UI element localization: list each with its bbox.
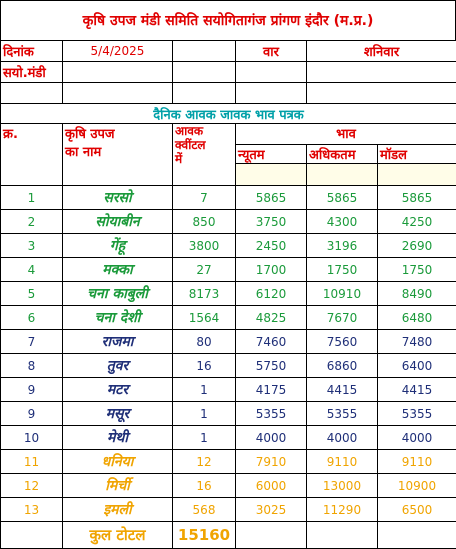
row-min: 5355 xyxy=(236,402,307,426)
table-row xyxy=(1,426,456,450)
row-max: 7670 xyxy=(307,306,378,330)
row-min: 6120 xyxy=(236,282,307,306)
row-sr: 9 xyxy=(1,378,63,402)
row-max: 5865 xyxy=(307,186,378,210)
row-sr: 6 xyxy=(1,306,63,330)
row-modal: 4250 xyxy=(378,210,456,234)
blank-cell xyxy=(378,164,456,186)
blank-cell xyxy=(173,41,236,62)
blank-cell xyxy=(1,83,63,104)
row-min: 1700 xyxy=(236,258,307,282)
row-modal: 6480 xyxy=(378,306,456,330)
blank-cell xyxy=(63,62,173,83)
row-max: 13000 xyxy=(307,474,378,498)
row-commodity: धनिया xyxy=(63,450,173,474)
row-min: 3750 xyxy=(236,210,307,234)
table-row xyxy=(1,354,456,378)
row-modal: 6400 xyxy=(378,354,456,378)
row-min: 6000 xyxy=(236,474,307,498)
row-max: 4300 xyxy=(307,210,378,234)
row-modal: 1750 xyxy=(378,258,456,282)
header-modal: मॉडल xyxy=(378,145,456,164)
header-commodity-line1: कृषि उपज xyxy=(65,124,170,142)
table-row xyxy=(1,474,456,498)
row-max: 1750 xyxy=(307,258,378,282)
date-value: 5/4/2025 xyxy=(63,41,173,62)
total-value: 15160 xyxy=(173,522,236,549)
table-row xyxy=(1,306,456,330)
row-commodity: सोयाबीन xyxy=(63,210,173,234)
row-max: 4000 xyxy=(307,426,378,450)
row-arrival: 1 xyxy=(173,378,236,402)
blank-cell xyxy=(1,522,63,549)
row-arrival: 1564 xyxy=(173,306,236,330)
row-sr: 5 xyxy=(1,282,63,306)
section-row xyxy=(1,104,456,124)
row-modal: 4415 xyxy=(378,378,456,402)
row-modal: 8490 xyxy=(378,282,456,306)
row-modal: 4000 xyxy=(378,426,456,450)
section-title: दैनिक आवक जावक भाव पत्रक xyxy=(1,104,456,124)
table-row xyxy=(1,330,456,354)
row-min: 4825 xyxy=(236,306,307,330)
row-sr: 1 xyxy=(1,186,63,210)
row-arrival: 16 xyxy=(173,354,236,378)
blank-cell xyxy=(307,522,378,549)
row-sr: 13 xyxy=(1,498,63,522)
header-commodity-line2: का नाम xyxy=(65,142,170,160)
row-sr: 10 xyxy=(1,426,63,450)
row-min: 5750 xyxy=(236,354,307,378)
row-arrival: 16 xyxy=(173,474,236,498)
row-min: 5865 xyxy=(236,186,307,210)
info-row-date xyxy=(1,41,456,62)
row-min: 2450 xyxy=(236,234,307,258)
table-row xyxy=(1,498,456,522)
header-arrival-line3: में xyxy=(175,152,233,166)
row-arrival: 850 xyxy=(173,210,236,234)
row-sr: 8 xyxy=(1,354,63,378)
row-sr: 4 xyxy=(1,258,63,282)
row-commodity: मेथी xyxy=(63,426,173,450)
row-commodity: मिर्ची xyxy=(63,474,173,498)
day-value: शनिवार xyxy=(307,41,456,62)
row-modal: 5355 xyxy=(378,402,456,426)
row-arrival: 568 xyxy=(173,498,236,522)
blank-cell xyxy=(173,83,236,104)
row-modal: 10900 xyxy=(378,474,456,498)
blank-cell xyxy=(378,522,456,549)
row-commodity: मक्का xyxy=(63,258,173,282)
blank-cell xyxy=(236,522,307,549)
row-sr: 3 xyxy=(1,234,63,258)
info-row-empty xyxy=(1,83,456,104)
header-sr: क्र. xyxy=(1,124,63,186)
header-arrival-line1: आवक xyxy=(175,124,233,138)
blank-cell xyxy=(236,164,307,186)
row-modal: 2690 xyxy=(378,234,456,258)
header-price: भाव xyxy=(236,124,456,145)
row-commodity: मसूर xyxy=(63,402,173,426)
header-arrival xyxy=(173,124,236,186)
row-commodity: तुवर xyxy=(63,354,173,378)
row-min: 7460 xyxy=(236,330,307,354)
market-label: सयो.मंडी xyxy=(1,62,63,83)
header-min: न्यूतम xyxy=(236,145,307,164)
blank-cell xyxy=(307,164,378,186)
blank-cell xyxy=(307,83,456,104)
row-max: 11290 xyxy=(307,498,378,522)
row-arrival: 1 xyxy=(173,426,236,450)
row-sr: 12 xyxy=(1,474,63,498)
row-commodity: चना काबुली xyxy=(63,282,173,306)
price-table xyxy=(0,40,456,549)
row-sr: 11 xyxy=(1,450,63,474)
row-max: 5355 xyxy=(307,402,378,426)
header-commodity xyxy=(63,124,173,186)
row-commodity: सरसो xyxy=(63,186,173,210)
header-max: अधिकतम xyxy=(307,145,378,164)
table-row xyxy=(1,402,456,426)
sheet-title: कृषि उपज मंडी समिति सयोगितागंज प्रांगण इंदौर (म.प्र.) xyxy=(0,0,456,40)
table-row xyxy=(1,258,456,282)
table-row xyxy=(1,210,456,234)
row-max: 6860 xyxy=(307,354,378,378)
blank-cell xyxy=(236,83,307,104)
header-row-1 xyxy=(1,124,456,145)
table-row xyxy=(1,186,456,210)
blank-cell xyxy=(307,62,456,83)
row-arrival: 80 xyxy=(173,330,236,354)
row-max: 10910 xyxy=(307,282,378,306)
row-sr: 9 xyxy=(1,402,63,426)
row-sr: 2 xyxy=(1,210,63,234)
total-label: कुल टोटल xyxy=(63,522,173,549)
row-min: 7910 xyxy=(236,450,307,474)
blank-cell xyxy=(236,62,307,83)
row-commodity: गेंहू xyxy=(63,234,173,258)
table-row xyxy=(1,378,456,402)
row-commodity: इमली xyxy=(63,498,173,522)
total-row xyxy=(1,522,456,549)
row-min: 4000 xyxy=(236,426,307,450)
row-arrival: 7 xyxy=(173,186,236,210)
row-sr: 7 xyxy=(1,330,63,354)
table-row xyxy=(1,282,456,306)
row-max: 7560 xyxy=(307,330,378,354)
row-commodity: चना देशी xyxy=(63,306,173,330)
blank-cell xyxy=(63,83,173,104)
info-row-market xyxy=(1,62,456,83)
row-commodity: मटर xyxy=(63,378,173,402)
row-arrival: 27 xyxy=(173,258,236,282)
header-arrival-line2: क्वींटल xyxy=(175,138,233,152)
row-arrival: 3800 xyxy=(173,234,236,258)
row-modal: 7480 xyxy=(378,330,456,354)
row-modal: 6500 xyxy=(378,498,456,522)
row-min: 3025 xyxy=(236,498,307,522)
day-label: वार xyxy=(236,41,307,62)
row-arrival: 1 xyxy=(173,402,236,426)
row-min: 4175 xyxy=(236,378,307,402)
row-modal: 5865 xyxy=(378,186,456,210)
row-commodity: राजमा xyxy=(63,330,173,354)
row-modal: 9110 xyxy=(378,450,456,474)
table-row xyxy=(1,234,456,258)
row-max: 4415 xyxy=(307,378,378,402)
date-label: दिनांक xyxy=(1,41,63,62)
row-max: 3196 xyxy=(307,234,378,258)
table-row xyxy=(1,450,456,474)
blank-cell xyxy=(173,62,236,83)
row-max: 9110 xyxy=(307,450,378,474)
row-arrival: 8173 xyxy=(173,282,236,306)
row-arrival: 12 xyxy=(173,450,236,474)
